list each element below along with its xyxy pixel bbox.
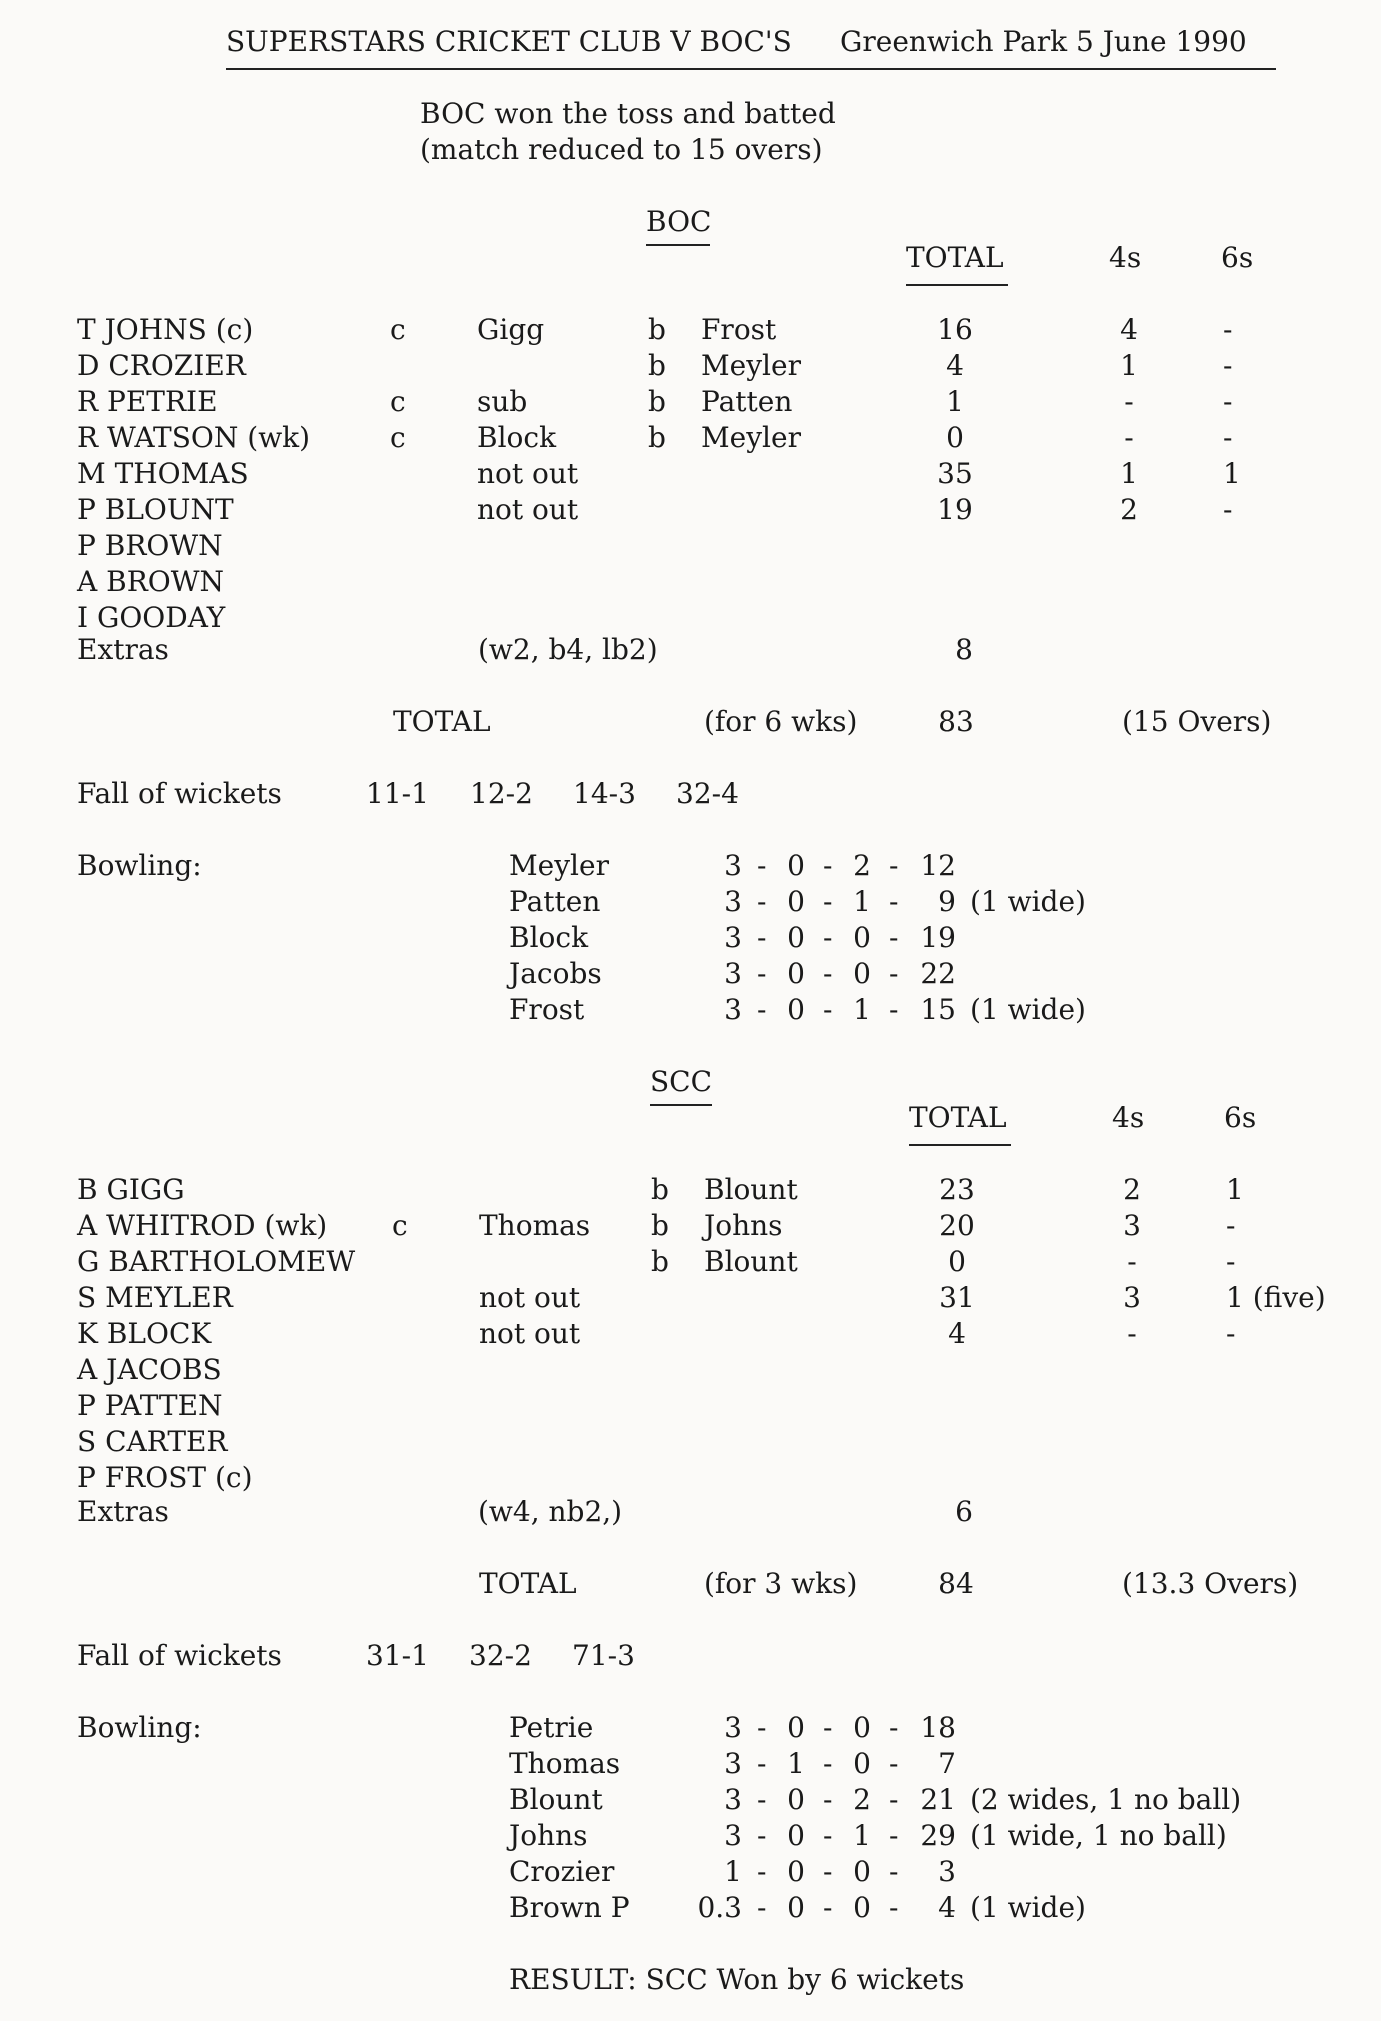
bowler-runs: 12: [920, 849, 956, 882]
dismissal-bowler: Johns: [704, 1209, 783, 1242]
fall-of-wicket: 14-3: [573, 777, 636, 810]
innings2-col-4s: 4s: [1112, 1101, 1145, 1134]
innings2-fow-label: Fall of wickets: [77, 1639, 282, 1672]
bowler-name: Brown P: [509, 1891, 630, 1924]
innings2-total-underline: [909, 1144, 1011, 1146]
dismissal-type: c: [390, 385, 406, 418]
batsman-sixes: 1 (five): [1226, 1281, 1326, 1314]
bowled-marker: b: [648, 313, 666, 346]
bowler-maidens: 0: [787, 1855, 805, 1888]
figure-separator: -: [889, 885, 899, 918]
dismissal-type: c: [392, 1209, 408, 1242]
innings1-team-heading: BOC: [646, 205, 712, 238]
innings2-total-wickets: (for 3 wks): [704, 1567, 858, 1600]
batsman-name: S CARTER: [77, 1425, 228, 1458]
batsman-name: G BARTHOLOMEW: [77, 1245, 356, 1278]
batsman-name: A BROWN: [77, 565, 225, 598]
innings2-extras-runs: 6: [955, 1495, 973, 1528]
innings2-bowling-label: Bowling:: [77, 1711, 202, 1744]
fall-of-wicket: 31-1: [366, 1639, 429, 1672]
bowler-runs: 7: [938, 1747, 956, 1780]
figure-separator: -: [889, 921, 899, 954]
figure-separator: -: [823, 1855, 833, 1888]
fall-of-wicket: 32-4: [676, 777, 739, 810]
figure-separator: -: [757, 1711, 767, 1744]
batsman-fours: 2: [1120, 493, 1138, 526]
bowler-wickets: 0: [853, 1855, 871, 1888]
batsman-runs: 4: [948, 1317, 966, 1350]
bowled-marker: b: [651, 1245, 669, 1278]
figure-separator: -: [823, 1891, 833, 1924]
bowler-overs: 0.3: [697, 1891, 742, 1924]
fall-of-wicket: 11-1: [366, 777, 429, 810]
bowler-runs: 15: [920, 993, 956, 1026]
bowler-maidens: 0: [787, 1891, 805, 1924]
bowler-wickets: 0: [853, 1891, 871, 1924]
bowler-name: Petrie: [509, 1711, 594, 1744]
batsman-name: P PATTEN: [77, 1389, 223, 1422]
batsman-name: P FROST (c): [77, 1461, 253, 1494]
figure-separator: -: [757, 1819, 767, 1852]
figure-separator: -: [823, 957, 833, 990]
bowler-name: Crozier: [509, 1855, 615, 1888]
figure-separator: -: [757, 1891, 767, 1924]
header-venue-date: Greenwich Park 5 June 1990: [840, 25, 1247, 58]
batsman-fours: -: [1124, 385, 1134, 418]
figure-separator: -: [823, 1819, 833, 1852]
dismissal-bowler: Blount: [704, 1173, 798, 1206]
bowler-runs: 18: [920, 1711, 956, 1744]
batsman-fours: 1: [1120, 457, 1138, 490]
innings2-team-underline: [650, 1104, 712, 1106]
bowler-runs: 29: [920, 1819, 956, 1852]
bowler-wickets: 0: [853, 1711, 871, 1744]
figure-separator: -: [823, 1747, 833, 1780]
figure-separator: -: [889, 1747, 899, 1780]
figure-separator: -: [889, 849, 899, 882]
fielder-or-status: not out: [477, 493, 579, 526]
bowler-maidens: 1: [787, 1747, 805, 1780]
bowler-runs: 4: [938, 1891, 956, 1924]
batsman-name: M THOMAS: [77, 457, 249, 490]
innings1-extras-runs: 8: [955, 633, 973, 666]
batsman-name: A JACOBS: [77, 1353, 222, 1386]
batsman-runs: 16: [937, 313, 973, 346]
bowler-overs: 3: [724, 957, 742, 990]
batsman-runs: 19: [937, 493, 973, 526]
batsman-name: B GIGG: [77, 1173, 185, 1206]
overs-note: (match reduced to 15 overs): [420, 133, 823, 166]
batsman-sixes: -: [1226, 1317, 1236, 1350]
innings2-col-total: TOTAL: [909, 1101, 1007, 1134]
bowler-name: Patten: [509, 885, 601, 918]
batsman-fours: -: [1127, 1317, 1137, 1350]
batsman-fours: -: [1127, 1245, 1137, 1278]
bowler-name: Johns: [509, 1819, 588, 1852]
figure-separator: -: [757, 849, 767, 882]
batsman-sixes: 1: [1223, 457, 1241, 490]
bowler-note: (1 wide): [970, 993, 1086, 1026]
bowler-maidens: 0: [787, 921, 805, 954]
bowler-overs: 3: [724, 1819, 742, 1852]
innings1-extras-detail: (w2, b4, lb2): [478, 633, 658, 666]
figure-separator: -: [889, 1891, 899, 1924]
figure-separator: -: [889, 1711, 899, 1744]
batsman-sixes: -: [1223, 421, 1233, 454]
innings1-col-total: TOTAL: [906, 241, 1004, 274]
batsman-runs: 35: [937, 457, 973, 490]
batsman-name: R WATSON (wk): [77, 421, 311, 454]
bowler-wickets: 2: [853, 849, 871, 882]
fall-of-wicket: 12-2: [470, 777, 533, 810]
figure-separator: -: [757, 1855, 767, 1888]
batsman-sixes: -: [1223, 313, 1233, 346]
figure-separator: -: [889, 957, 899, 990]
bowled-marker: b: [651, 1209, 669, 1242]
bowled-marker: b: [648, 349, 666, 382]
innings2-total-runs: 84: [938, 1567, 974, 1600]
figure-separator: -: [823, 921, 833, 954]
batsman-fours: 2: [1123, 1173, 1141, 1206]
match-result: RESULT: SCC Won by 6 wickets: [509, 1963, 965, 1996]
batsman-sixes: -: [1223, 493, 1233, 526]
bowler-wickets: 1: [853, 885, 871, 918]
bowler-name: Blount: [509, 1783, 603, 1816]
batsman-name: D CROZIER: [77, 349, 246, 382]
innings1-team-underline: [646, 244, 710, 246]
fall-of-wicket: 71-3: [572, 1639, 635, 1672]
figure-separator: -: [757, 993, 767, 1026]
bowler-maidens: 0: [787, 1711, 805, 1744]
bowler-overs: 3: [724, 1747, 742, 1780]
innings1-bowling-label: Bowling:: [77, 849, 202, 882]
figure-separator: -: [823, 849, 833, 882]
bowler-overs: 3: [724, 885, 742, 918]
bowler-runs: 21: [920, 1783, 956, 1816]
bowler-note: (1 wide): [970, 885, 1086, 918]
batsman-runs: 0: [948, 1245, 966, 1278]
dismissal-bowler: Frost: [701, 313, 777, 346]
bowler-runs: 19: [920, 921, 956, 954]
dismissal-type: c: [390, 421, 406, 454]
figure-separator: -: [757, 957, 767, 990]
bowler-name: Jacobs: [509, 957, 602, 990]
dismissal-type: c: [390, 313, 406, 346]
batsman-name: R PETRIE: [77, 385, 218, 418]
header-rule: [226, 68, 1276, 70]
bowler-maidens: 0: [787, 1819, 805, 1852]
bowler-runs: 3: [938, 1855, 956, 1888]
batsman-fours: 3: [1123, 1209, 1141, 1242]
innings2-total-label: TOTAL: [479, 1567, 577, 1600]
innings2-col-6s: 6s: [1224, 1101, 1257, 1134]
dismissal-bowler: Meyler: [701, 349, 801, 382]
bowler-maidens: 0: [787, 993, 805, 1026]
batsman-runs: 4: [946, 349, 964, 382]
batsman-runs: 31: [939, 1281, 975, 1314]
bowler-wickets: 0: [853, 921, 871, 954]
batsman-runs: 23: [939, 1173, 975, 1206]
batsman-name: P BROWN: [77, 529, 223, 562]
dismissal-bowler: Blount: [704, 1245, 798, 1278]
innings2-extras-label: Extras: [77, 1495, 169, 1528]
bowler-note: (1 wide, 1 no ball): [970, 1819, 1227, 1852]
batsman-fours: 3: [1123, 1281, 1141, 1314]
bowler-wickets: 0: [853, 957, 871, 990]
bowler-name: Frost: [509, 993, 585, 1026]
bowler-name: Block: [509, 921, 589, 954]
batsman-runs: 1: [946, 385, 964, 418]
innings1-total-underline: [906, 284, 1008, 286]
bowler-runs: 9: [938, 885, 956, 918]
batsman-sixes: -: [1226, 1209, 1236, 1242]
bowler-maidens: 0: [787, 849, 805, 882]
figure-separator: -: [889, 1819, 899, 1852]
batsman-name: K BLOCK: [77, 1317, 212, 1350]
figure-separator: -: [889, 1783, 899, 1816]
innings2-team-heading: SCC: [650, 1065, 713, 1098]
figure-separator: -: [889, 993, 899, 1026]
bowler-overs: 3: [724, 993, 742, 1026]
bowler-maidens: 0: [787, 885, 805, 918]
batsman-name: T JOHNS (c): [77, 313, 254, 346]
bowler-name: Meyler: [509, 849, 609, 882]
figure-separator: -: [757, 921, 767, 954]
bowler-maidens: 0: [787, 957, 805, 990]
bowler-overs: 3: [724, 1711, 742, 1744]
header-title: SUPERSTARS CRICKET CLUB V BOC'S: [226, 25, 792, 58]
bowler-wickets: 1: [853, 1819, 871, 1852]
bowler-overs: 3: [724, 849, 742, 882]
innings1-extras-label: Extras: [77, 633, 169, 666]
innings1-total-overs: (15 Overs): [1122, 705, 1272, 738]
bowler-runs: 22: [920, 957, 956, 990]
batsman-sixes: -: [1223, 385, 1233, 418]
batsman-fours: -: [1124, 421, 1134, 454]
innings1-total-wickets: (for 6 wks): [704, 705, 858, 738]
fielder-or-status: Gigg: [477, 313, 545, 346]
innings1-col-4s: 4s: [1109, 241, 1142, 274]
bowler-overs: 3: [724, 1783, 742, 1816]
batsman-name: S MEYLER: [77, 1281, 233, 1314]
innings1-col-6s: 6s: [1221, 241, 1254, 274]
bowler-wickets: 1: [853, 993, 871, 1026]
bowler-wickets: 2: [853, 1783, 871, 1816]
bowler-note: (1 wide): [970, 1891, 1086, 1924]
bowler-overs: 1: [724, 1855, 742, 1888]
batsman-fours: 1: [1120, 349, 1138, 382]
figure-separator: -: [823, 1783, 833, 1816]
figure-separator: -: [757, 885, 767, 918]
fielder-or-status: not out: [479, 1281, 581, 1314]
fielder-or-status: Block: [477, 421, 557, 454]
innings1-total-label: TOTAL: [393, 705, 491, 738]
bowler-overs: 3: [724, 921, 742, 954]
batsman-sixes: 1: [1226, 1173, 1244, 1206]
innings1-fow-label: Fall of wickets: [77, 777, 282, 810]
figure-separator: -: [823, 993, 833, 1026]
bowler-maidens: 0: [787, 1783, 805, 1816]
fielder-or-status: not out: [477, 457, 579, 490]
bowled-marker: b: [651, 1173, 669, 1206]
batsman-runs: 20: [939, 1209, 975, 1242]
figure-separator: -: [823, 1711, 833, 1744]
figure-separator: -: [757, 1783, 767, 1816]
dismissal-bowler: Meyler: [701, 421, 801, 454]
batsman-name: I GOODAY: [77, 601, 226, 634]
innings2-total-overs: (13.3 Overs): [1122, 1567, 1299, 1600]
bowled-marker: b: [648, 421, 666, 454]
fielder-or-status: sub: [477, 385, 528, 418]
batsman-fours: 4: [1120, 313, 1138, 346]
batsman-sixes: -: [1223, 349, 1233, 382]
figure-separator: -: [889, 1855, 899, 1888]
dismissal-bowler: Patten: [701, 385, 793, 418]
fielder-or-status: Thomas: [479, 1209, 591, 1242]
bowler-name: Thomas: [509, 1747, 621, 1780]
innings2-extras-detail: (w4, nb2,): [478, 1495, 623, 1528]
batsman-runs: 0: [946, 421, 964, 454]
batsman-sixes: -: [1226, 1245, 1236, 1278]
batsman-name: A WHITROD (wk): [77, 1209, 328, 1242]
toss-line: BOC won the toss and batted: [420, 97, 836, 130]
fielder-or-status: not out: [479, 1317, 581, 1350]
bowler-wickets: 0: [853, 1747, 871, 1780]
bowled-marker: b: [648, 385, 666, 418]
batsman-name: P BLOUNT: [77, 493, 234, 526]
fall-of-wicket: 32-2: [469, 1639, 532, 1672]
figure-separator: -: [823, 885, 833, 918]
innings1-total-runs: 83: [938, 705, 974, 738]
figure-separator: -: [757, 1747, 767, 1780]
bowler-note: (2 wides, 1 no ball): [970, 1783, 1242, 1816]
